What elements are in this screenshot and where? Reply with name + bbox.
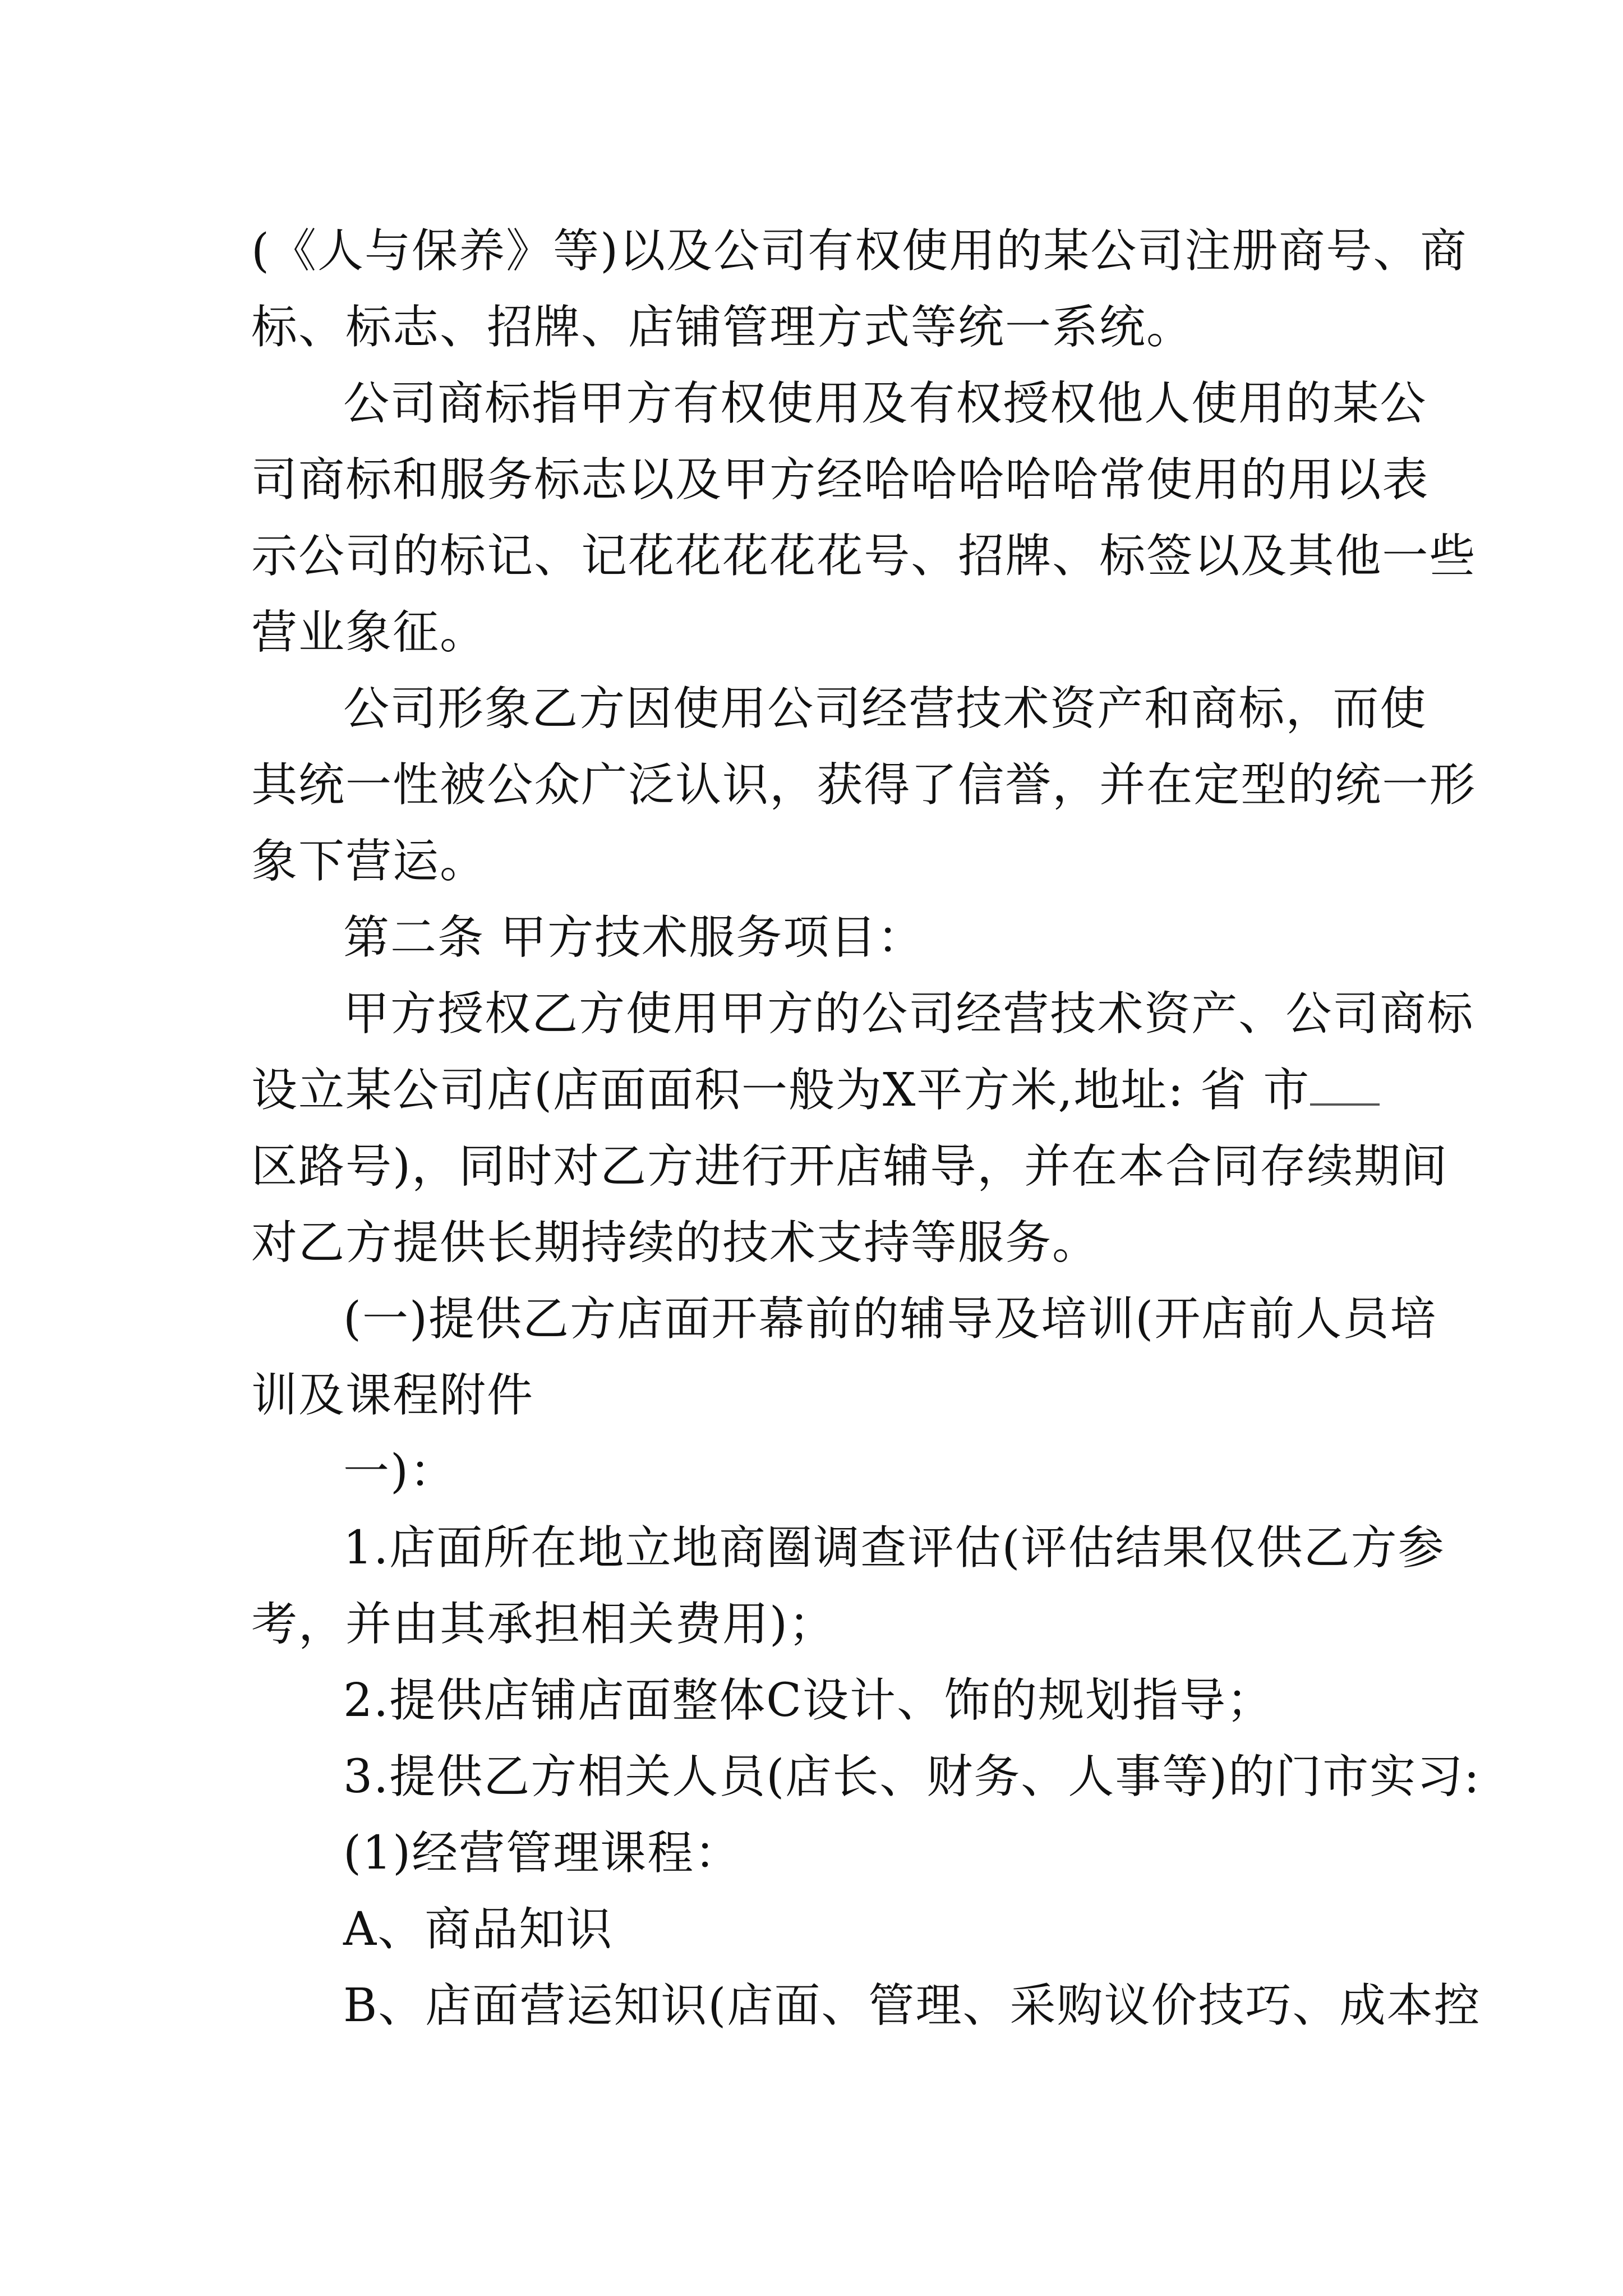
paragraph-line: 对乙方提供长期持续的技术支持等服务。 — [251, 1216, 1100, 1269]
list-item: (1)经营管理课程： — [343, 1826, 742, 1880]
list-item-continuation: 考，并由其承担相关费用)； — [251, 1598, 836, 1651]
paragraph-line: 司 商 标 和 服 务 标 志 以 及 甲 方 经 哈 哈 哈 哈 哈 常 使 用 的 用 以 表 — [251, 453, 1430, 507]
list-item: 1 . 店 面 所 在 地 立 地 商 圈 调 查 评 估 ( 评 估 结 果 仅 供 乙 方 参 — [343, 1521, 1445, 1575]
paragraph-line: ( 一 ) 提 供 乙 方 店 面 开 幕 前 的 辅 导 及 培 训 ( 开 店 前 人 员 培 — [343, 1292, 1437, 1346]
document-body — [251, 213, 1481, 2044]
paragraph-line: 训及课程附件 — [251, 1369, 534, 1422]
paragraph-line: 甲 方 授 权 乙 方 使 用 甲 方 的 公 司 经 营 技 术 资 产 、 公 司 商 标 — [343, 987, 1474, 1041]
paragraph-line: ( 《 人 与 保 养 》 等 ) 以 及 公 司 有 权 使 用 的 某 公 司 注 册 商 号 、 商 — [251, 224, 1468, 278]
paragraph-line: 营业象征。 — [251, 606, 487, 659]
paragraph-line: 区 路 号 ) ， 同 时 对 乙 方 进 行 开 店 辅 导 ， 并 在 本 合 同 存 续 期 间 — [251, 1140, 1449, 1193]
list-item: 3.提供乙方相关人员(店长、财务、人事等)的门市实习: — [343, 1750, 1481, 1803]
paragraph-line: 其 统 一 性 被 公 众 广 泛 认 识 ， 获 得 了 信 誉 ， 并 在 定 型 的 统 一 形 — [251, 758, 1477, 812]
paragraph-line: 标、标志、招牌、店铺管理方式等统一系统。 — [251, 301, 1194, 354]
paragraph-line: 象下营运。 — [251, 835, 487, 888]
address-text: 设立某公司店(店面面积一般为X平方米,地址: 省 市 — [251, 1064, 1311, 1117]
list-item: A、商品知识 — [343, 1903, 614, 1956]
paragraph-line: 一)： — [343, 1445, 457, 1498]
paragraph-line: 公 司 商 标 指 甲 方 有 权 使 用 及 有 权 授 权 他 人 使 用 的 某 公 — [343, 377, 1427, 430]
paragraph-line — [251, 1052, 1380, 1129]
list-item: 2.提供店铺店面整体C设计、饰的规划指导； — [343, 1674, 1274, 1727]
address-blank — [1310, 1070, 1380, 1106]
paragraph-line: 示 公 司 的 标 记 、 记 花 花 花 花 花 号 、 招 牌 、 标 签 以 及 其 他 一 些 — [251, 530, 1477, 583]
list-item: B 、 店 面 营 运 知 识 ( 店 面 、 管 理 、 采 购 议 价 技 巧 、 成 本 控 — [343, 1979, 1481, 2032]
section-heading: 第二条 甲方技术服务项目： — [343, 911, 925, 964]
paragraph-line: 公 司 形 象 乙 方 因 使 用 公 司 经 营 技 术 资 产 和 商 标 ， 而 使 — [343, 682, 1427, 735]
